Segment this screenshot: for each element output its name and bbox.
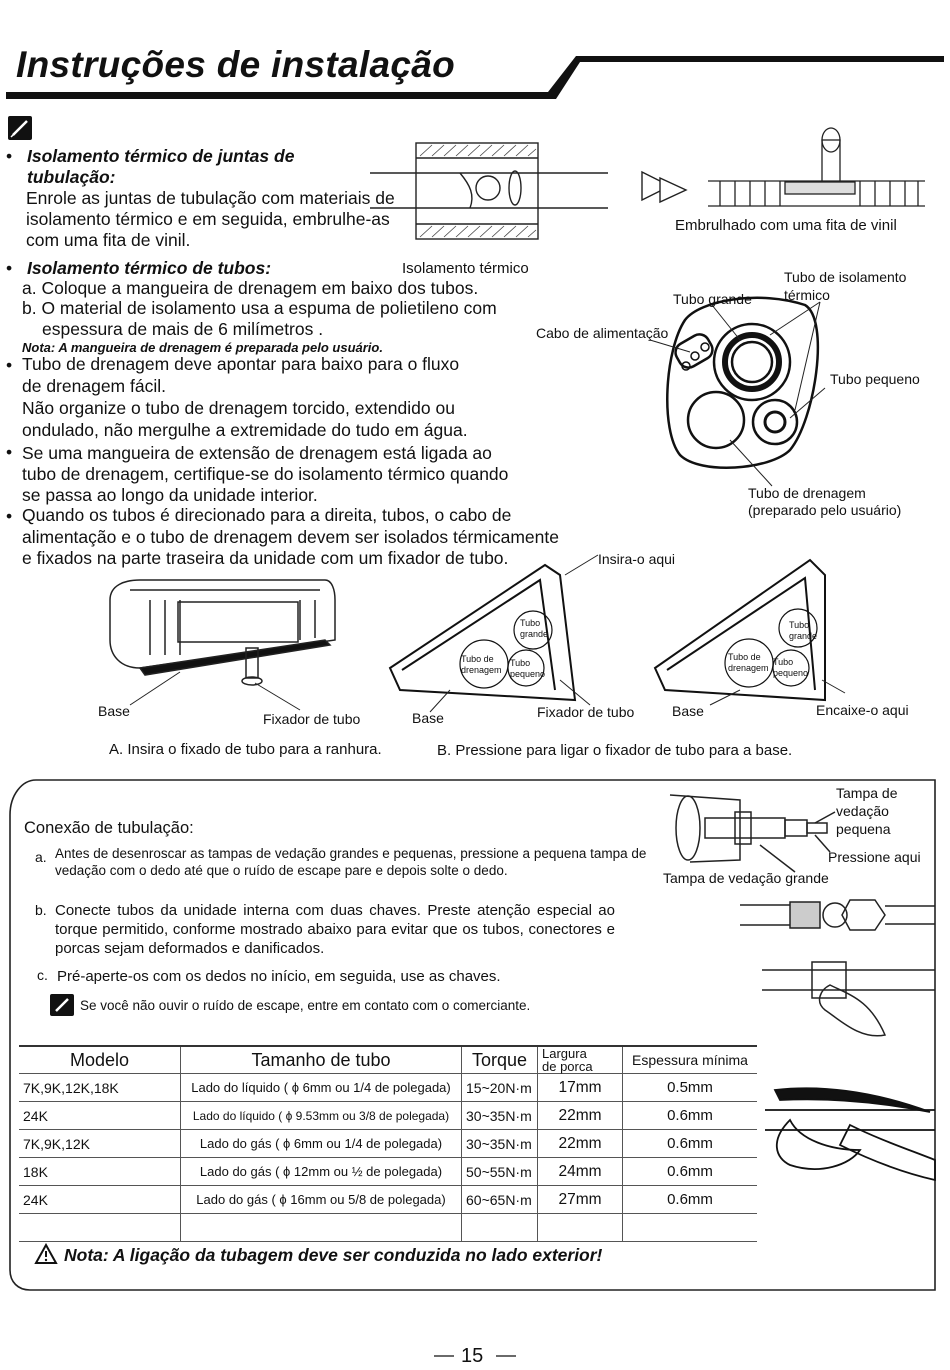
item2-note: Nota: A mangueira de drenagem é preparada pelo usuário. — [22, 340, 383, 355]
header-largura: Largura de porca — [538, 1046, 623, 1074]
step-c-text: Pré-aperte-os com os dedos no início, em seguida, use as chaves. — [57, 968, 501, 985]
bullet: • — [6, 258, 13, 278]
pipe-cross-section-figure — [667, 298, 818, 468]
fig-label-vinyl: Embrulhado com uma fita de vinil — [675, 217, 897, 234]
step-a-text: Antes de desenroscar as tampas de vedação grandes e pequenas, pressione a pequena tampa de vedação com o dedo até que o ruído de escape pare e depois solte o dedo. — [55, 846, 647, 878]
header-espessura: Espessura mínima — [623, 1046, 758, 1074]
item3-l2: de drenagem fácil. — [22, 376, 166, 396]
step-b-text: Conecte tubos da unidade interna com duas chaves. Preste atenção especial ao torque permitido, conforme mostrado abaixo para evitar que os tubos, conectores e porcas sejam deformados e danificados. — [55, 902, 615, 957]
label-tubo-drenagem: Tubo de drenagem — [748, 485, 866, 501]
hand-tighten-figure — [762, 962, 935, 1036]
label-base-b: Base — [672, 703, 704, 719]
sealing-cap-figure — [670, 795, 835, 872]
cell-torque: 30~35N·m — [462, 1130, 538, 1158]
item3-l3: Não organize o tubo de drenagem torcido, extendido ou — [22, 398, 455, 418]
cell-largura: 17mm — [538, 1074, 623, 1102]
arrow-right-icon — [642, 172, 686, 202]
item4-l3: se passa ao longo da unidade interior. — [22, 485, 318, 505]
label-tubo-pequeno: Tubo pequeno — [830, 371, 920, 387]
wrapped-pipe-figure — [708, 128, 925, 206]
pipe-connector-figure — [740, 900, 935, 930]
item2-title: Isolamento térmico de tubos: — [27, 258, 272, 278]
cell-empty — [462, 1214, 538, 1242]
label-tubo-grande: Tubo grande — [673, 291, 752, 307]
cell-largura: 27mm — [538, 1186, 623, 1214]
cell-torque: 60~65N·m — [462, 1186, 538, 1214]
hatch-top — [420, 145, 536, 237]
circle-label-pequeno-a: Tubo pequeno — [510, 658, 546, 679]
item4-l1: Se uma mangueira de extensão de drenagem está ligada ao — [22, 443, 492, 463]
label-tampa-pequena: Tampa de vedação pequena — [836, 785, 898, 837]
bullet: • — [6, 355, 13, 375]
torque-table — [19, 1045, 757, 1242]
table-row-empty — [19, 1214, 757, 1242]
caption-b: B. Pressione para ligar o fixador de tubo para a base. — [437, 742, 793, 759]
warning-text: Nota: A ligação da tubagem deve ser conduzida no lado exterior! — [64, 1245, 603, 1265]
table-row — [19, 1130, 757, 1158]
table-row — [19, 1158, 757, 1186]
table-row — [19, 1186, 757, 1214]
item2-b: b. O material de isolamento usa a espuma de polietileno com — [22, 298, 497, 318]
tip-text: Se você não ouvir o ruído de escape, entre em contato com o comerciante. — [80, 998, 531, 1013]
cell-modelo: 24K — [19, 1186, 181, 1214]
section2-title: Conexão de tubulação: — [24, 819, 194, 837]
item5-l1: Quando os tubos é direcionado para a direita, tubos, o cabo de — [22, 505, 512, 525]
cell-empty — [19, 1214, 181, 1242]
cell-tamanho: Lado do gás ( ϕ 16mm ou 5/8 de polegada) — [181, 1186, 462, 1214]
bullet: • — [6, 442, 13, 462]
item3-l4: ondulado, não mergulhe a extremidade do tudo em água. — [22, 420, 468, 440]
cell-tamanho: Lado do líquido ( ϕ 9.53mm ou 3/8 de polegada) — [181, 1102, 462, 1130]
item5-l3: e fixados na parte traseira da unidade com um fixador de tubo. — [22, 548, 509, 568]
label-base-unit: Base — [98, 703, 130, 719]
wrench-figure — [765, 1088, 935, 1180]
fig-label-isolamento: Isolamento térmico — [402, 260, 529, 277]
cell-espessura: 0.6mm — [623, 1102, 758, 1130]
pencil-tip-icon — [50, 994, 74, 1016]
item2-b2: espessura de mais de 6 milímetros . — [42, 319, 324, 339]
step-b-label: b. — [35, 902, 47, 918]
circle-label-grande-a: Tubo grande — [520, 618, 549, 639]
cell-largura: 22mm — [538, 1102, 623, 1130]
table-row — [19, 1102, 757, 1130]
cell-espessura: 0.5mm — [623, 1074, 758, 1102]
indoor-unit-figure — [110, 580, 335, 685]
item2-a: a. Coloque a mangueira de drenagem em baixo dos tubos. — [22, 278, 479, 298]
cell-empty — [623, 1214, 758, 1242]
label-fixador-a: Fixador de tubo — [537, 704, 635, 720]
table-row — [19, 1074, 757, 1102]
cell-tamanho: Lado do líquido ( ϕ 6mm ou 1/4 de polegada) — [181, 1074, 462, 1102]
cell-empty — [538, 1214, 623, 1242]
pencil-note-icon — [8, 116, 32, 140]
item5-l2: alimentação e o tubo de drenagem devem ser isolados térmicamente — [22, 527, 559, 547]
item3-l1: Tubo de drenagem deve apontar para baixo para o fluxo — [22, 354, 460, 374]
circle-label-pequeno-b: Tubo pequeno — [773, 657, 809, 678]
label-tubo-isolamento: Tubo de isolamento térmico — [784, 269, 907, 303]
circle-label-drenagem-b: Tubo de drenagem — [728, 652, 769, 673]
cell-tamanho: Lado do gás ( ϕ 12mm ou ½ de polegada) — [181, 1158, 462, 1186]
cell-empty — [181, 1214, 462, 1242]
cell-torque: 50~55N·m — [462, 1158, 538, 1186]
label-preparado: (preparado pelo usuário) — [748, 502, 902, 518]
cell-largura: 22mm — [538, 1130, 623, 1158]
header-modelo: Modelo — [19, 1046, 181, 1074]
cross-section-leaders — [650, 302, 825, 486]
page-number: 15 — [461, 1345, 484, 1367]
label-tampa-grande: Tampa de vedação grande — [663, 870, 829, 886]
item1-text: Enrole as juntas de tubulação com materiais de isolamento térmico e em seguida, embrulhe-as com uma fita de vinil. — [26, 188, 395, 250]
label-cabo: Cabo de alimentação — [536, 325, 669, 341]
cell-espessura: 0.6mm — [623, 1130, 758, 1158]
cell-modelo: 18K — [19, 1158, 181, 1186]
label-pressione: Pressione aqui — [828, 849, 921, 865]
step-a-label: a. — [35, 849, 47, 865]
label-fixador-unit: Fixador de tubo — [263, 711, 361, 727]
bullet: • — [6, 506, 13, 526]
header-torque: Torque — [462, 1046, 538, 1074]
cell-espessura: 0.6mm — [623, 1186, 758, 1214]
header-tamanho: Tamanho de tubo — [181, 1046, 462, 1074]
cell-largura: 24mm — [538, 1158, 623, 1186]
step-c-label: c. — [37, 967, 48, 983]
item1-title: Isolamento térmico de juntas de tubulação: — [27, 146, 295, 187]
cell-espessura: 0.6mm — [623, 1158, 758, 1186]
cell-modelo: 7K,9K,12K — [19, 1130, 181, 1158]
cell-tamanho: Lado do gás ( ϕ 6mm ou 1/4 de polegada) — [181, 1130, 462, 1158]
caption-a: A. Insira o fixado de tubo para a ranhura. — [109, 741, 382, 758]
circle-label-grande-b: Tubo grande — [789, 620, 818, 641]
item4-l2: tubo de drenagem, certifique-se do isolamento térmico quando — [22, 464, 509, 484]
label-insira: Insira-o aqui — [598, 551, 676, 567]
table-header-row — [19, 1046, 757, 1074]
cell-modelo: 24K — [19, 1102, 181, 1130]
warning-icon — [34, 1243, 58, 1270]
indoor-unit-leaders — [130, 672, 300, 710]
cell-torque: 15~20N·m — [462, 1074, 538, 1102]
page-title: Instruções de instalação — [16, 44, 456, 85]
cell-torque: 30~35N·m — [462, 1102, 538, 1130]
circle-label-drenagem-a: Tubo de drenagem — [461, 654, 502, 675]
label-base-a: Base — [412, 710, 444, 726]
label-encaixe: Encaixe-o aqui — [816, 702, 909, 718]
cell-modelo: 7K,9K,12K,18K — [19, 1074, 181, 1102]
bullet: • — [6, 146, 13, 166]
